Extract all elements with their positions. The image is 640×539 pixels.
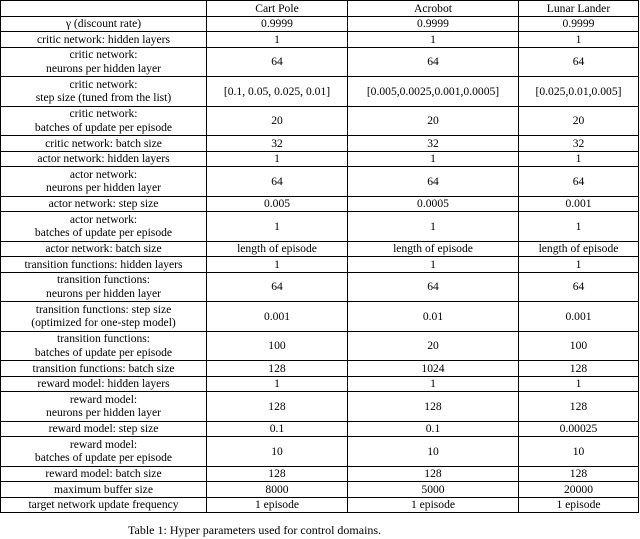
row-label-line: reward model: hidden layers: [37, 377, 170, 390]
cell-acrobot: 1: [348, 32, 519, 48]
cell-acrobot: 1: [348, 151, 519, 167]
cell-cart-pole: 32: [207, 136, 348, 152]
cell-lunar-lander: 1: [519, 32, 639, 48]
cell-lunar-lander: 64: [519, 47, 639, 77]
header-cart-pole: Cart Pole: [207, 1, 348, 17]
cell-cart-pole: 1 episode: [207, 497, 348, 513]
row-label-line: batches of update per episode: [34, 120, 173, 134]
row-label: [1, 421, 207, 437]
row-label-line: reward model:: [69, 392, 138, 406]
table-row: [1, 32, 639, 48]
row-label-line: actor network:: [69, 167, 138, 181]
row-label: [1, 272, 207, 302]
header-corner: [1, 1, 207, 17]
cell-lunar-lander: 20: [519, 106, 639, 136]
cell-acrobot: 20: [348, 106, 519, 136]
cell-cart-pole: 64: [207, 272, 348, 302]
cell-lunar-lander: 1: [519, 151, 639, 167]
header-acrobot: Acrobot: [348, 1, 519, 17]
row-label-line: neurons per hidden layer: [46, 286, 161, 300]
cell-cart-pole: [0.1, 0.05, 0.025, 0.01]: [207, 77, 348, 107]
row-label-line: critic network: hidden layers: [37, 32, 170, 46]
cell-acrobot: 10: [348, 437, 519, 467]
cell-lunar-lander: 64: [519, 167, 639, 197]
cell-cart-pole: 20: [207, 106, 348, 136]
row-label: [1, 196, 207, 212]
row-label-line: reward model: batch size: [45, 467, 162, 480]
row-label-line: critic network: batch size: [45, 136, 162, 150]
table-row: [1, 437, 639, 467]
cell-lunar-lander: 1: [519, 257, 639, 273]
cell-lunar-lander: 0.00025: [519, 421, 639, 437]
row-label: [1, 361, 207, 377]
row-label: [1, 437, 207, 467]
row-label-line: transition functions:: [56, 332, 151, 346]
cell-lunar-lander: length of episode: [519, 241, 639, 257]
row-label: [1, 151, 207, 167]
row-label-line: target network update frequency: [28, 498, 179, 511]
cell-lunar-lander: 128: [519, 466, 639, 482]
cell-lunar-lander: 1: [519, 376, 639, 392]
row-label: [1, 77, 207, 107]
table-row: [1, 272, 639, 302]
table-row: [1, 482, 639, 498]
row-label: [1, 331, 207, 361]
cell-acrobot: 0.9999: [348, 16, 519, 32]
row-label-line: transition functions: hidden layers: [24, 257, 183, 271]
table-caption: Table 1: Hyper parameters used for control domains.: [128, 523, 382, 537]
row-label: [1, 302, 207, 332]
cell-cart-pole: 8000: [207, 482, 348, 498]
row-label-line: reward model:: [69, 437, 138, 451]
row-label: [1, 212, 207, 242]
cell-cart-pole: length of episode: [207, 241, 348, 257]
cell-cart-pole: 128: [207, 361, 348, 377]
cell-lunar-lander: 0.001: [519, 302, 639, 332]
header-lunar-lander: Lunar Lander: [519, 1, 639, 17]
cell-acrobot: 1 episode: [348, 497, 519, 513]
table-row: [1, 497, 639, 513]
row-label-line: actor network: hidden layers: [37, 152, 170, 165]
cell-acrobot: 20: [348, 331, 519, 361]
cell-cart-pole: 0.9999: [207, 16, 348, 32]
row-label: [1, 482, 207, 498]
row-label: [1, 136, 207, 152]
row-label-line: maximum buffer size: [54, 482, 153, 496]
table-row: [1, 331, 639, 361]
row-label-line: transition functions:: [56, 273, 151, 287]
row-label-line: critic network:: [69, 48, 138, 62]
table-row: [1, 151, 639, 167]
cell-acrobot: 1: [348, 376, 519, 392]
row-label-line: actor network: batch size: [45, 242, 162, 255]
cell-lunar-lander: 1 episode: [519, 497, 639, 513]
cell-acrobot: 64: [348, 47, 519, 77]
cell-lunar-lander: 128: [519, 361, 639, 377]
cell-cart-pole: 0.1: [207, 421, 348, 437]
cell-cart-pole: 1: [207, 212, 348, 242]
row-label-line: transition functions: batch size: [32, 361, 175, 375]
cell-acrobot: 64: [348, 272, 519, 302]
table-row: [1, 257, 639, 273]
cell-acrobot: length of episode: [348, 241, 519, 257]
row-label-line: transition functions: step size: [35, 302, 172, 316]
cell-cart-pole: 64: [207, 167, 348, 197]
cell-acrobot: 0.1: [348, 421, 519, 437]
cell-lunar-lander: 64: [519, 272, 639, 302]
cell-lunar-lander: 128: [519, 392, 639, 422]
row-label-line: critic network:: [69, 77, 138, 91]
cell-cart-pole: 1: [207, 151, 348, 167]
row-label-line: actor network:: [69, 212, 138, 226]
cell-acrobot: 0.0005: [348, 196, 519, 212]
table-row: [1, 47, 639, 77]
row-label-line: neurons per hidden layer: [46, 181, 161, 195]
cell-acrobot: 5000: [348, 482, 519, 498]
table-body: [1, 16, 639, 513]
cell-cart-pole: 100: [207, 331, 348, 361]
table-row: [1, 392, 639, 422]
row-label-line: (optimized for one-step model): [31, 316, 176, 330]
row-label: [1, 241, 207, 257]
cell-acrobot: 0.01: [348, 302, 519, 332]
cell-acrobot: 128: [348, 392, 519, 422]
cell-lunar-lander: 1: [519, 212, 639, 242]
row-label: [1, 392, 207, 422]
table-row: [1, 361, 639, 377]
header-row: [1, 1, 639, 17]
row-label-line: actor network: step size: [48, 197, 159, 210]
table-row: [1, 241, 639, 257]
row-label-line: neurons per hidden layer: [46, 61, 161, 75]
row-label: [1, 466, 207, 482]
row-label: [1, 32, 207, 48]
row-label: [1, 106, 207, 136]
cell-cart-pole: 0.001: [207, 302, 348, 332]
row-label-line: neurons per hidden layer: [46, 406, 161, 420]
cell-lunar-lander: [0.025,0.01,0.005]: [519, 77, 639, 107]
cell-acrobot: [0.005,0.0025,0.001,0.0005]: [348, 77, 519, 107]
cell-acrobot: 1024: [348, 361, 519, 377]
cell-lunar-lander: 20000: [519, 482, 639, 498]
row-label: [1, 497, 207, 513]
row-label-line: batches of update per episode: [34, 451, 173, 465]
table-row: [1, 302, 639, 332]
cell-lunar-lander: 0.9999: [519, 16, 639, 32]
cell-cart-pole: 1: [207, 257, 348, 273]
row-label-line: step size (tuned from the list): [35, 91, 172, 105]
table-row: [1, 16, 639, 32]
row-label-line: batches of update per episode: [34, 345, 173, 359]
row-label: [1, 16, 207, 32]
cell-acrobot: 1: [348, 212, 519, 242]
cell-cart-pole: 128: [207, 392, 348, 422]
row-label-line: batches of update per episode: [34, 226, 173, 240]
cell-acrobot: 64: [348, 167, 519, 197]
row-label: [1, 167, 207, 197]
table-row: [1, 212, 639, 242]
cell-cart-pole: 1: [207, 32, 348, 48]
row-label: [1, 376, 207, 392]
cell-cart-pole: 64: [207, 47, 348, 77]
row-label: [1, 257, 207, 273]
cell-lunar-lander: 100: [519, 331, 639, 361]
cell-cart-pole: 10: [207, 437, 348, 467]
cell-cart-pole: 0.005: [207, 196, 348, 212]
cell-cart-pole: 1: [207, 376, 348, 392]
row-label-line: reward model: step size: [48, 422, 159, 435]
row-label-line: γ (discount rate): [65, 17, 142, 30]
cell-lunar-lander: 0.001: [519, 196, 639, 212]
table-row: [1, 421, 639, 437]
cell-lunar-lander: 32: [519, 136, 639, 152]
cell-acrobot: 32: [348, 136, 519, 152]
row-label: [1, 47, 207, 77]
table-row: [1, 77, 639, 107]
row-label-line: critic network:: [69, 107, 138, 121]
table-row: [1, 196, 639, 212]
table-row: [1, 106, 639, 136]
cell-cart-pole: 128: [207, 466, 348, 482]
table-row: [1, 376, 639, 392]
table-row: [1, 136, 639, 152]
cell-acrobot: 128: [348, 466, 519, 482]
table-row: [1, 466, 639, 482]
cell-lunar-lander: 10: [519, 437, 639, 467]
cell-acrobot: 1: [348, 257, 519, 273]
table-row: [1, 167, 639, 197]
